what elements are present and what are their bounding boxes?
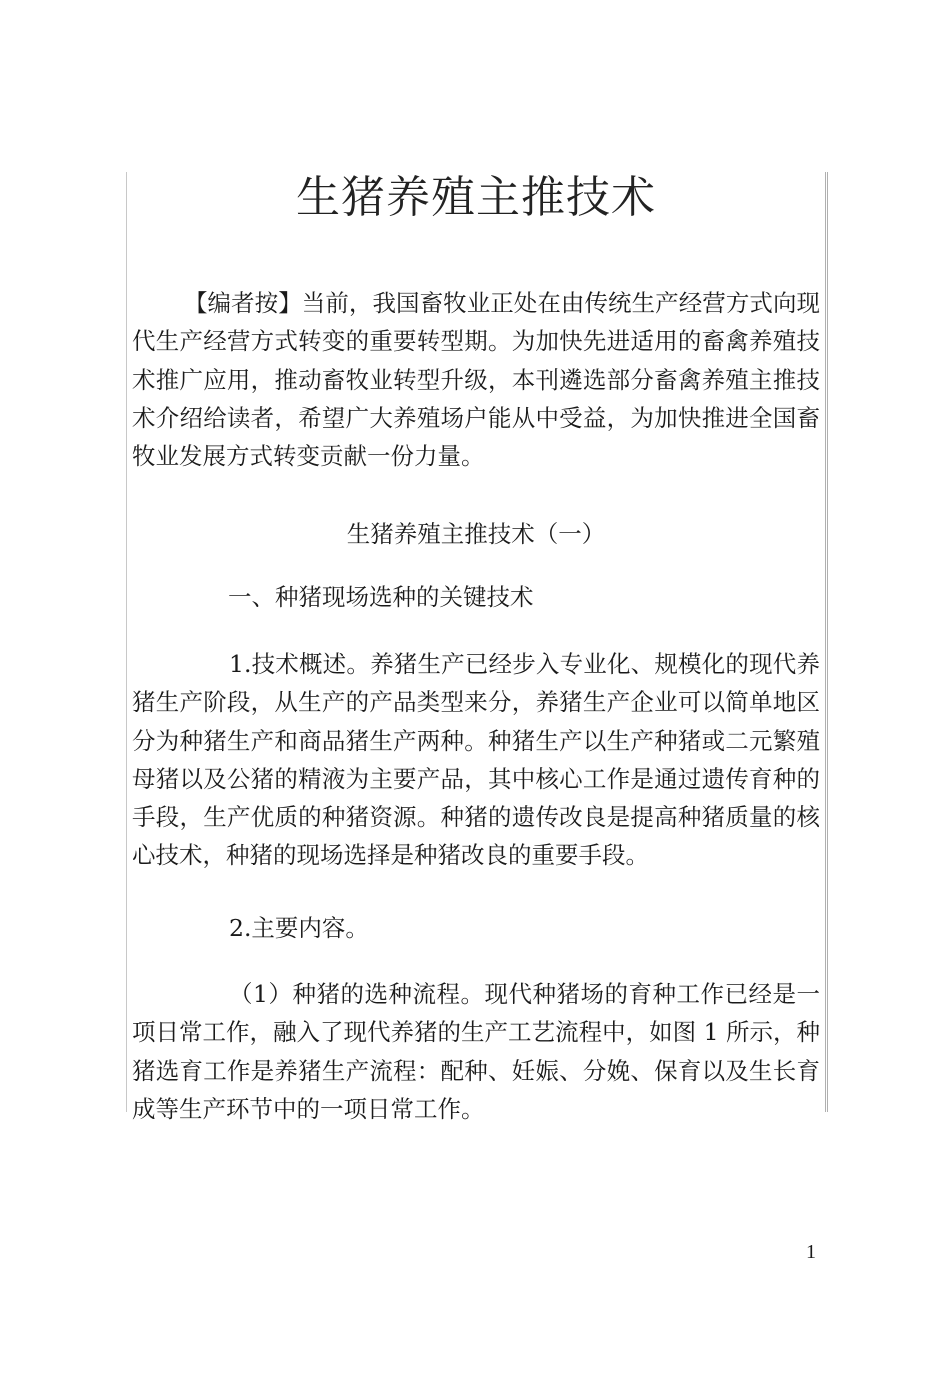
paragraph-technical-overview: 1.技术概述。养猪生产已经步入专业化、规模化的现代养猪生产阶段，从生产的产品类型来分，养猪生产企业可以简单地区分为种猪生产和商品猪生产两种。种猪生产以生产种猪或二元繁殖母猪以及公猪的精液为主要产品，其中核心工作是通过遗传育种的手段，生产优质的种猪资源。种猪的遗传改良是提高种猪质量的核心技术，种猪的现场选择是种猪改良的重要手段。 xyxy=(132,650,820,870)
document-title: 生猪养殖主推技术 xyxy=(296,172,656,223)
section-heading: 一、种猪现场选种的关键技术 xyxy=(228,583,534,611)
paragraph-selection-process: （1）种猪的选种流程。现代种猪场的育种工作已经是一项日常工作，融入了现代养猪的生产工艺流程中，如图 1 所示，种猪选育工作是养猪生产流程：配种、妊娠、分娩、保育以及生长育成等生产环节中的一项日常工作。 xyxy=(132,980,820,1123)
paragraph-main-content: 2.主要内容。 xyxy=(229,914,369,942)
section-subtitle: 生猪养殖主推技术（一） xyxy=(346,520,606,548)
page-number: 1 xyxy=(806,1241,816,1263)
editor-note: 【编者按】当前，我国畜牧业正处在由传统生产经营方式向现代生产经营方式转变的重要转型期。为加快先进适用的畜禽养殖技术推广应用，推动畜牧业转型升级，本刊遴选部分畜禽养殖主推技术介绍给读者，希望广大养殖场户能从中受益，为加快推进全国畜牧业发展方式转变贡献一份力量。 xyxy=(132,289,820,471)
